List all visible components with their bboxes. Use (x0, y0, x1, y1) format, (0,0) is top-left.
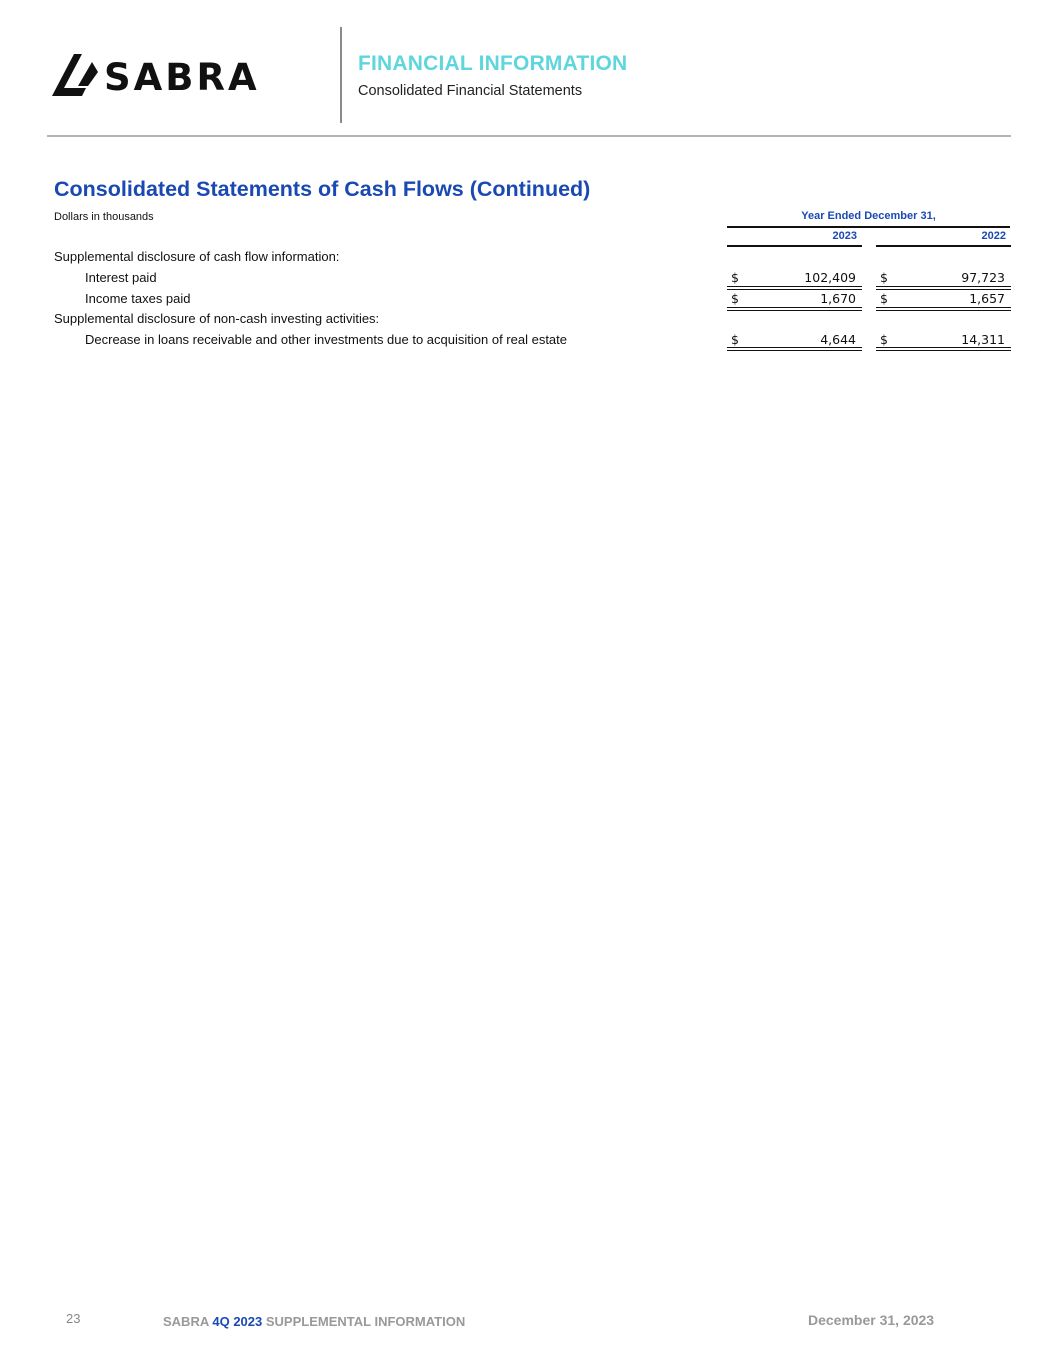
column-header-2022: 2022 (981, 230, 1006, 242)
column-underline-2023 (727, 245, 862, 247)
sabra-logo-icon (52, 50, 297, 100)
decrease-in-loans-2022: 14,311 (961, 332, 1005, 347)
svg-text:SABRA: SABRA (104, 56, 260, 99)
currency-symbol: $ (731, 332, 739, 347)
row-label-interest-paid: Interest paid (85, 270, 157, 285)
interest-paid-2023: 102,409 (804, 270, 856, 285)
page-number: 23 (66, 1311, 81, 1326)
income-taxes-paid-2022: 1,657 (969, 291, 1005, 306)
header-rule (47, 135, 1011, 137)
period-header: Year Ended December 31, (801, 210, 936, 222)
row-label-decrease-in-loans: Decrease in loans receivable and other investments due to acquisition of real estate (85, 332, 568, 347)
section-heading-cash-flow: Supplemental disclosure of cash flow information: (54, 249, 340, 264)
statement-title: Consolidated Statements of Cash Flows (Continued) (54, 177, 591, 201)
double-underline (727, 347, 862, 351)
currency-symbol: $ (731, 291, 739, 306)
units-note: Dollars in thousands (54, 211, 154, 223)
section-subtitle: Consolidated Financial Statements (358, 83, 583, 99)
period-underline (727, 226, 1010, 228)
income-taxes-paid-2023: 1,670 (820, 291, 856, 306)
currency-symbol: $ (880, 291, 888, 306)
footer-brand (163, 1314, 465, 1329)
section-heading-non-cash: Supplemental disclosure of non-cash investing activities: (54, 311, 380, 326)
footer-brand-name: SABRA (163, 1314, 209, 1329)
row-label-income-taxes-paid: Income taxes paid (85, 291, 191, 306)
interest-paid-2022: 97,723 (961, 270, 1005, 285)
decrease-in-loans-2023: 4,644 (820, 332, 856, 347)
currency-symbol: $ (731, 270, 739, 285)
double-underline (876, 307, 1011, 311)
double-underline (876, 347, 1011, 351)
section-title: FINANCIAL INFORMATION (358, 52, 628, 75)
sabra-logo (52, 50, 297, 100)
double-underline (727, 286, 862, 290)
double-underline (727, 307, 862, 311)
column-underline-2022 (876, 245, 1011, 247)
footer-date: December 31, 2023 (808, 1312, 935, 1328)
footer-doc-name: SUPPLEMENTAL INFORMATION (265, 1314, 466, 1329)
footer-quarter: 4Q 2023 (212, 1314, 263, 1329)
currency-symbol: $ (880, 270, 888, 285)
currency-symbol: $ (880, 332, 888, 347)
header-divider (340, 27, 342, 123)
column-header-2023: 2023 (832, 230, 857, 242)
double-underline (876, 286, 1011, 290)
